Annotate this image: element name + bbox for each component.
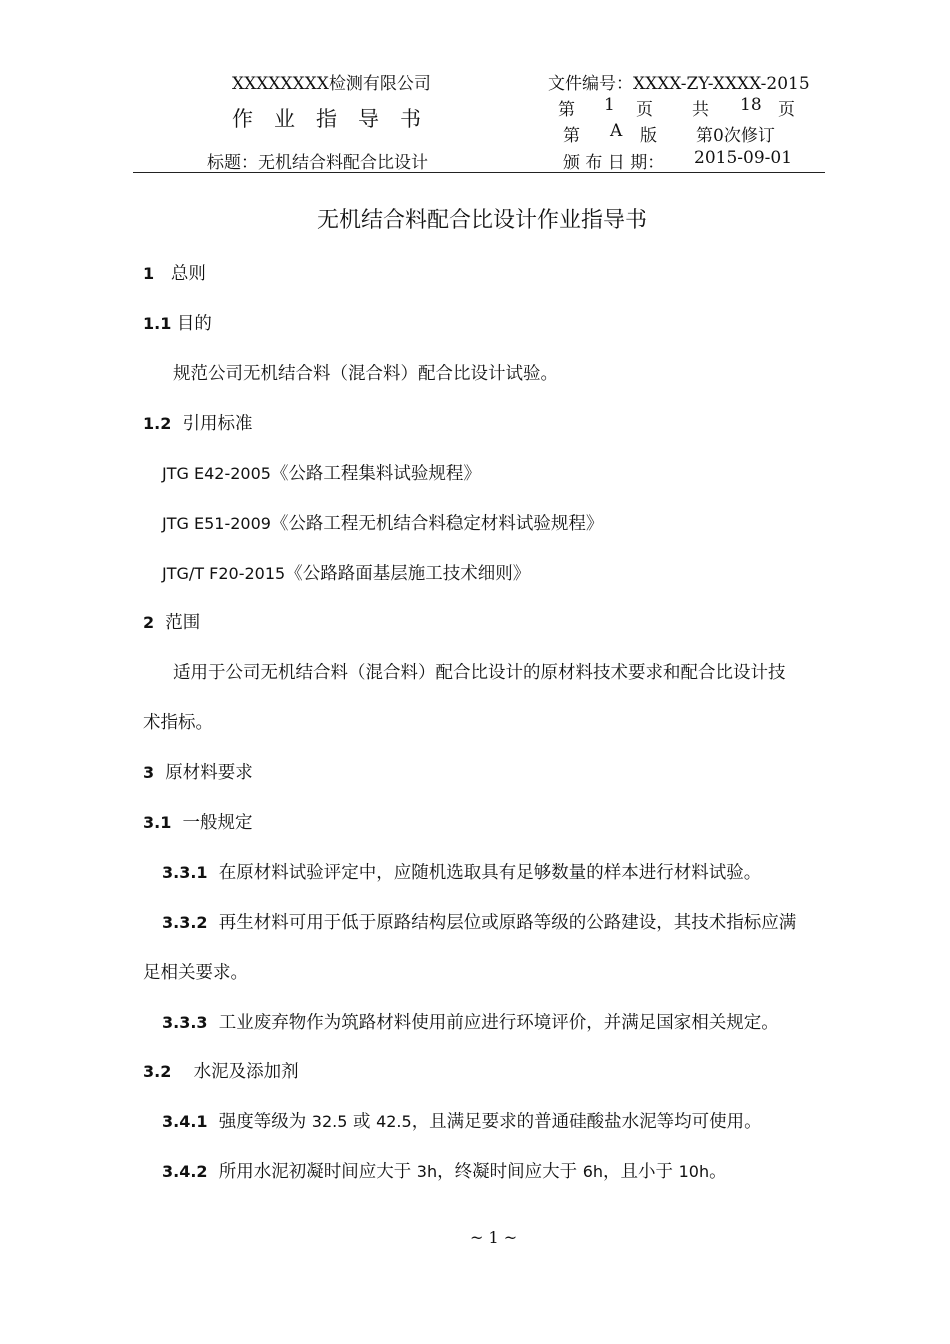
clause-number: 3.4.2 [162, 1162, 208, 1181]
reference-item [162, 460, 481, 485]
reference-code: JTG E42-2005 [162, 464, 271, 483]
section-number: 1 [143, 264, 155, 283]
section-1-2-heading [143, 410, 252, 435]
time-value: 6h [582, 1162, 604, 1181]
reference-item [162, 510, 603, 535]
clause-3-4-1 [162, 1108, 762, 1133]
section-1-1-heading [143, 310, 212, 335]
clause-3-4-2 [162, 1158, 727, 1183]
page-unit: 页 [636, 100, 653, 120]
issue-date-label: 颁 布 日 期： [563, 153, 665, 173]
section-number: 1.2 [143, 414, 172, 433]
section-3-1-heading [143, 809, 252, 834]
clause-text: 。 [709, 1162, 727, 1182]
section-number: 3.1 [143, 813, 172, 832]
section-2-heading [143, 609, 200, 634]
clause-text: 再生材料可用于低于原路结构层位或原路等级的公路建设，其技术指标应满 [218, 913, 797, 933]
section-number: 2 [143, 613, 155, 632]
revision: 第0次修订 [696, 126, 775, 146]
section-title: 引用标准 [182, 414, 253, 434]
header-divider [133, 172, 825, 173]
total-label: 共 [692, 100, 709, 120]
clause-text: ，终凝时间应大于 [437, 1162, 578, 1182]
clause-3-3-1 [162, 859, 761, 884]
clause-text: 所用水泥初凝时间应大于 [218, 1162, 412, 1182]
file-number: 文件编号：XXXX-ZY-XXXX-2015 [548, 74, 810, 94]
strength-grade: 32.5 [311, 1112, 348, 1131]
clause-text: ，且满足要求的普通硅酸盐水泥等均可使用。 [411, 1112, 762, 1132]
section-title: 总则 [170, 264, 206, 284]
section-3-heading [143, 759, 253, 784]
page-current: 1 [604, 95, 615, 115]
clause-number: 3.3.1 [162, 863, 208, 882]
clause-text: 强度等级为 [218, 1112, 307, 1132]
company-name: XXXXXXXX检测有限公司 [232, 74, 431, 94]
section-3-2-heading [143, 1058, 299, 1083]
reference-title: 《公路工程集料试验规程》 [270, 464, 481, 484]
section-title: 水泥及添加剂 [193, 1062, 299, 1082]
section-title: 原材料要求 [165, 763, 253, 783]
reference-item [162, 560, 530, 585]
section-2-body-line-2: 术指标。 [143, 713, 213, 733]
edition-value: A [610, 121, 623, 141]
document-title: 无机结合料配合比设计作业指导书 [317, 208, 648, 233]
section-title: 一般规定 [182, 813, 253, 833]
section-number: 3 [143, 763, 155, 782]
clause-number: 3.4.1 [162, 1112, 208, 1131]
section-1-1-body: 规范公司无机结合料（混合料）配合比设计试验。 [173, 364, 558, 384]
strength-grade: 42.5 [376, 1112, 412, 1131]
time-value: 10h [678, 1162, 710, 1181]
clause-3-3-2-continuation: 足相关要求。 [143, 963, 248, 983]
clause-text: 或 [352, 1112, 371, 1132]
clause-3-3-2 [162, 909, 796, 934]
clause-text: ，且小于 [603, 1162, 674, 1182]
total-unit: 页 [778, 100, 795, 120]
clause-number: 3.3.2 [162, 913, 208, 932]
clause-text: 工业废弃物作为筑路材料使用前应进行环境评价，并满足国家相关规定。 [218, 1013, 779, 1033]
document-type: 作业指导书 [232, 107, 442, 131]
page-total: 18 [740, 95, 762, 115]
section-1-heading [143, 260, 206, 285]
header-title-line: 标题：无机结合料配合比设计 [207, 153, 428, 173]
section-number: 1.1 [143, 314, 172, 333]
clause-number: 3.3.3 [162, 1013, 208, 1032]
reference-code: JTG/T F20-2015 [162, 564, 286, 583]
page-footer-number: ~ 1 ~ [470, 1228, 518, 1247]
reference-code: JTG E51-2009 [162, 514, 271, 533]
clause-3-3-3 [162, 1009, 779, 1034]
section-title: 目的 [176, 314, 212, 334]
section-title: 范围 [165, 613, 201, 633]
time-value: 3h [416, 1162, 438, 1181]
issue-date: 2015-09-01 [694, 148, 793, 168]
clause-text: 在原材料试验评定中，应随机选取具有足够数量的样本进行材料试验。 [218, 863, 762, 883]
section-number: 3.2 [143, 1062, 172, 1081]
edition-unit: 版 [640, 126, 657, 146]
section-2-body-line-1: 适用于公司无机结合料（混合料）配合比设计的原材料技术要求和配合比设计技 [173, 663, 786, 683]
page-label: 第 [558, 100, 575, 120]
reference-title: 《公路工程无机结合料稳定材料试验规程》 [270, 514, 604, 534]
edition-label: 第 [563, 126, 580, 146]
reference-title: 《公路路面基层施工技术细则》 [285, 564, 531, 584]
